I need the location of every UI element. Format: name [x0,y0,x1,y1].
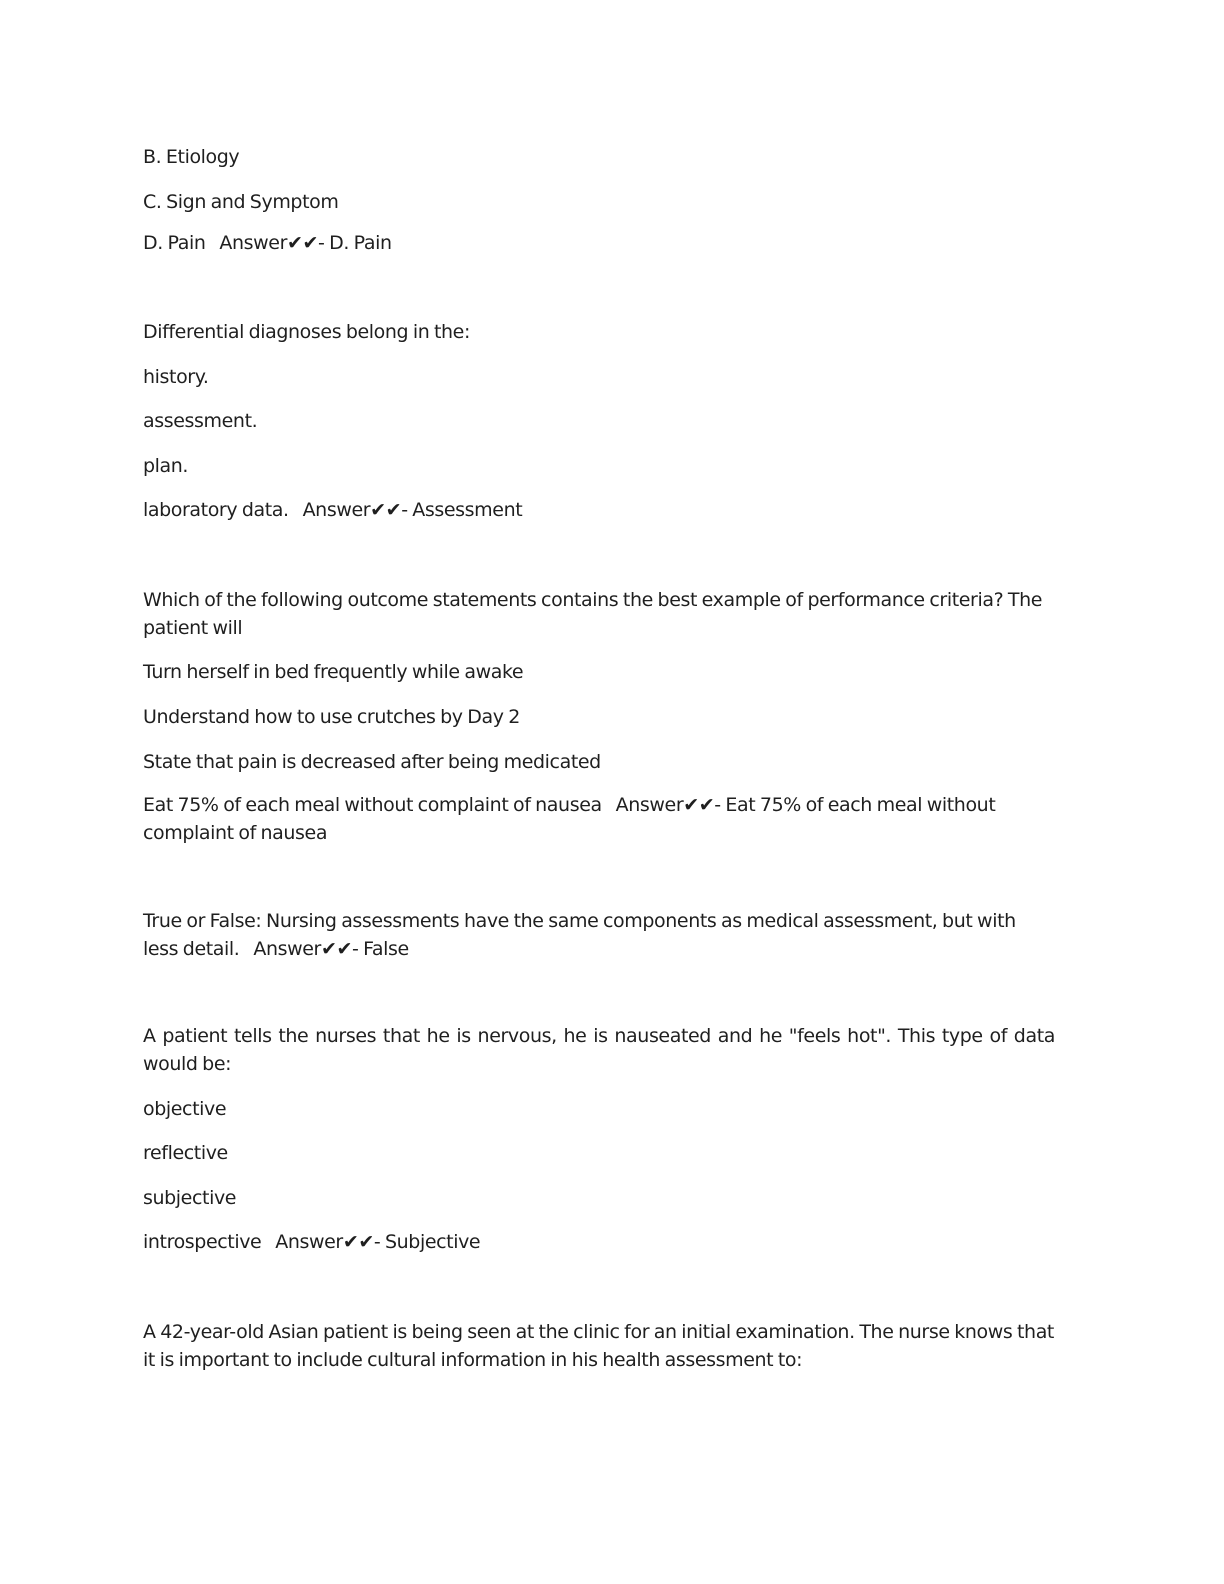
option-understand-crutches: Understand how to use crutches by Day 2 [143,706,520,728]
option-turn-herself: Turn herself in bed frequently while awake [143,661,524,683]
option-subjective: subjective [143,1187,237,1209]
option-state-pain: State that pain is decreased after being medicated [143,751,601,773]
option-plan: plan. [143,455,189,477]
option-b-etiology: B. Etiology [143,146,240,168]
option-d-pain-answer: D. Pain Answer✔✔- D. Pain [143,232,392,254]
option-c-sign-symptom: C. Sign and Symptom [143,191,339,213]
question-cultural-information: A 42-year-old Asian patient is being seen at the clinic for an initial examination. The nurse knows that it is important to include cultural information in his health assessment to: [143,1321,1059,1371]
question-differential-diagnoses: Differential diagnoses belong in the: [143,321,470,343]
option-eat-answer: Eat 75% of each meal without complaint of nausea Answer✔✔- Eat 75% of each meal without complaint of nausea [143,794,1001,844]
option-laboratory-data-answer: laboratory data. Answer✔✔- Assessment [143,499,523,521]
option-objective: objective [143,1098,227,1120]
question-performance-criteria: Which of the following outcome statements contains the best example of performance criteria? The patient will [143,589,1047,639]
option-reflective: reflective [143,1142,228,1164]
option-assessment: assessment. [143,410,258,432]
question-patient-data-type: A patient tells the nurses that he is nervous, he is nauseated and he "feels hot". This type of data would be: [143,1025,1060,1075]
option-history: history. [143,366,209,388]
question-true-false-answer: True or False: Nursing assessments have the same components as medical assessment, but with less detail. Answer✔✔- False [143,910,1021,960]
option-introspective-answer: introspective Answer✔✔- Subjective [143,1231,481,1253]
